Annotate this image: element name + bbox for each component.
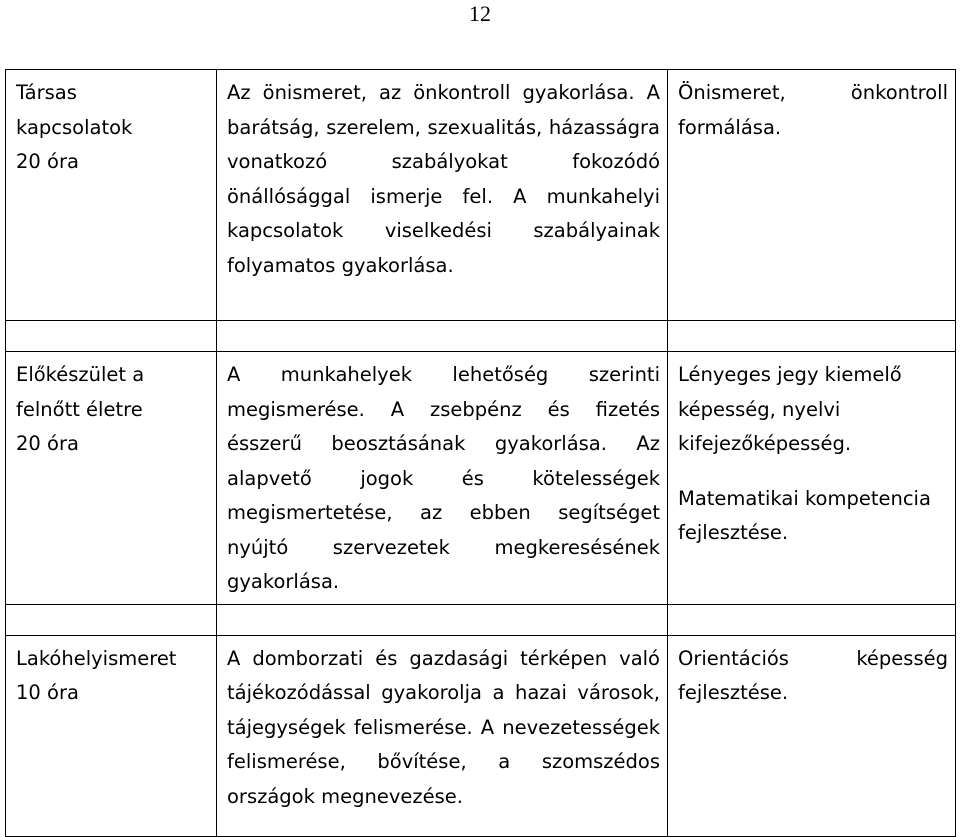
development-cell bbox=[668, 352, 956, 605]
spacer-cell bbox=[6, 604, 217, 635]
spacer-cell bbox=[668, 321, 956, 352]
topic-hours: 20 óra bbox=[16, 150, 79, 173]
content-cell bbox=[217, 635, 668, 836]
topic-cell bbox=[6, 70, 217, 321]
topic-title: Társas bbox=[16, 81, 77, 104]
table-row bbox=[6, 70, 956, 321]
table-row bbox=[6, 635, 956, 836]
development-text: Lényeges jegy kiemelő képesség, nyelvi kifejezőképesség. bbox=[678, 363, 902, 455]
curriculum-table bbox=[5, 69, 956, 837]
topic-title: kapcsolatok bbox=[16, 115, 133, 139]
spacer-row bbox=[6, 321, 956, 352]
development-text: Önismeret, önkontroll formálása. bbox=[678, 81, 948, 139]
topic-hours: 20 óra bbox=[16, 432, 79, 455]
page-number: 12 bbox=[469, 1, 491, 26]
development-cell bbox=[668, 70, 956, 321]
topic-title: Lakóhelyismeret bbox=[16, 646, 177, 670]
spacer-cell bbox=[217, 604, 668, 635]
content-cell bbox=[217, 352, 668, 605]
topic-cell bbox=[6, 635, 217, 836]
spacer-cell bbox=[6, 321, 217, 352]
topic-cell bbox=[6, 352, 217, 605]
content-cell bbox=[217, 70, 668, 321]
development-text: Matematikai kompetencia fejlesztése. bbox=[678, 486, 931, 544]
table-row bbox=[6, 352, 956, 605]
spacer-cell bbox=[217, 321, 668, 352]
spacer-cell bbox=[668, 604, 956, 635]
topic-title: Előkészület a bbox=[16, 363, 145, 386]
content-text: A domborzati és gazdasági térképen való tájékozódással gyakorolja a hazai városok, tájegységek felismerése. A nevezetességek felismerése, bővítése, a szomszédos országok megnevezése. bbox=[227, 646, 660, 808]
content-text: Az önismeret, az önkontroll gyakorlása. A barátság, szerelem, szexualitás, házasságra vonatkozó szabályokat fokozódó önállósággal ismerje fel. A munkahelyi kapcsolatok viselkedési szabályainak folyamatos gyakorlása. bbox=[227, 81, 660, 277]
topic-title: felnőtt életre bbox=[16, 397, 143, 421]
topic-hours: 10 óra bbox=[16, 681, 79, 704]
development-text: Orientációs képesség fejlesztése. bbox=[678, 646, 948, 704]
content-text: A munkahelyek lehetőség szerinti megismerése. A zsebpénz és fizetés ésszerű beosztásának gyakorlása. Az alapvető jogok és kötelességek megismertetése, az ebben segítséget nyújtó szervezetek megkeresésének gyakorlása. bbox=[227, 363, 660, 593]
spacer-row bbox=[6, 604, 956, 635]
development-cell bbox=[668, 635, 956, 836]
